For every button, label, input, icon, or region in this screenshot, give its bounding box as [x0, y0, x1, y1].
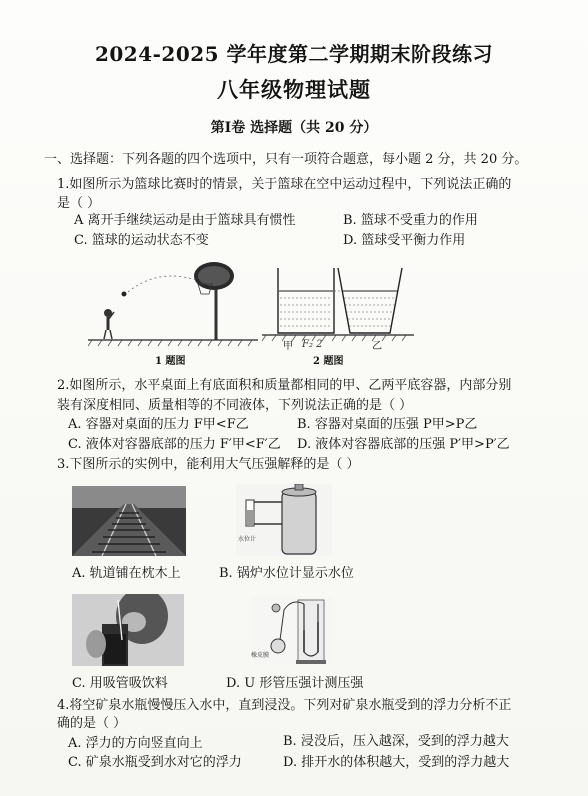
- q2-option-b: B. 容器对桌面的压强 P甲>P乙: [297, 417, 478, 432]
- railway-track-image: [72, 486, 186, 556]
- basketball-figure: [88, 258, 268, 350]
- q3-option-d: D. U 形管压强计测压强: [226, 676, 364, 691]
- q1-stem-line2: 是（ ）: [57, 196, 101, 211]
- drinking-straw-image: [72, 594, 184, 666]
- q3-option-c: C. 用吸管吸饮料: [72, 676, 168, 691]
- q1-option-c: C. 篮球的运动状态不变: [74, 233, 209, 248]
- q4-option-b: B. 浸没后，压入越深，受到的浮力越大: [283, 734, 509, 749]
- q2-option-c: C. 液体对容器底部的压力 F′甲<F′乙: [68, 437, 281, 452]
- q2-option-a: A. 容器对桌面的压力 F甲<F乙: [68, 417, 249, 432]
- figure1-caption: 1 题图: [155, 356, 186, 367]
- containers-figure: [262, 268, 414, 352]
- q2-stem-line2: 装有深度相同、质量相等的不同液体，下列说法正确的是（ ）: [57, 398, 413, 413]
- q1-option-b: B. 篮球不受重力的作用: [343, 213, 478, 228]
- boiler-gauge-image: [236, 484, 332, 556]
- label-yi: 乙: [372, 341, 382, 352]
- boiler-gauge-label: 水位计: [238, 536, 257, 543]
- q3-stem: 3.下图所示的实例中，能利用大气压强解释的是（ ）: [57, 457, 360, 472]
- handwritten-mark: F₂ 2: [302, 339, 323, 350]
- q1-option-d: D. 篮球受平衡力作用: [343, 233, 466, 248]
- rubber-membrane-label: 橡皮膜: [251, 652, 270, 659]
- exam-subtitle: 八年级物理试题: [217, 77, 371, 102]
- exam-title: 2024-2025 学年度第二学期期末阶段练习: [94, 42, 494, 66]
- q4-stem-line1: 4.将空矿泉水瓶慢慢压入水中，直到浸没。下列对矿泉水瓶受到的浮力分析不正: [57, 698, 512, 713]
- q3-option-b: B. 锅炉水位计显示水位: [219, 566, 354, 581]
- q2-stem-line1: 2.如图所示，水平桌面上有底面积和质量都相同的甲、乙两平底容器，内部分别: [57, 378, 512, 393]
- q1-option-a: A 离开手继续运动是由于篮球具有惯性: [74, 213, 296, 228]
- section-heading: 第Ⅰ卷 选择题（共 20 分）: [210, 120, 378, 136]
- label-jia: 甲: [283, 341, 293, 352]
- q2-option-d: D. 液体对容器底部的压强 P′甲>P′乙: [297, 437, 510, 452]
- q4-option-a: A. 浮力的方向竖直向上: [68, 736, 203, 751]
- q4-option-d: D. 排开水的体积越大，受到的浮力越大: [283, 755, 510, 770]
- q3-option-a: A. 轨道铺在枕木上: [72, 566, 181, 581]
- q1-stem-line1: 1.如图所示为篮球比赛时的情景，关于篮球在空中运动过程中，下列说法正确的: [57, 177, 512, 192]
- q4-option-c: C. 矿泉水瓶受到水对它的浮力: [68, 755, 242, 770]
- q4-stem-line2: 确的是（ ）: [57, 716, 127, 731]
- figure2-caption: 2 题图: [313, 356, 344, 367]
- instructions: 一、选择题：下列各题的四个选项中，只有一项符合题意，每小题 2 分，共 20 分。: [44, 152, 528, 167]
